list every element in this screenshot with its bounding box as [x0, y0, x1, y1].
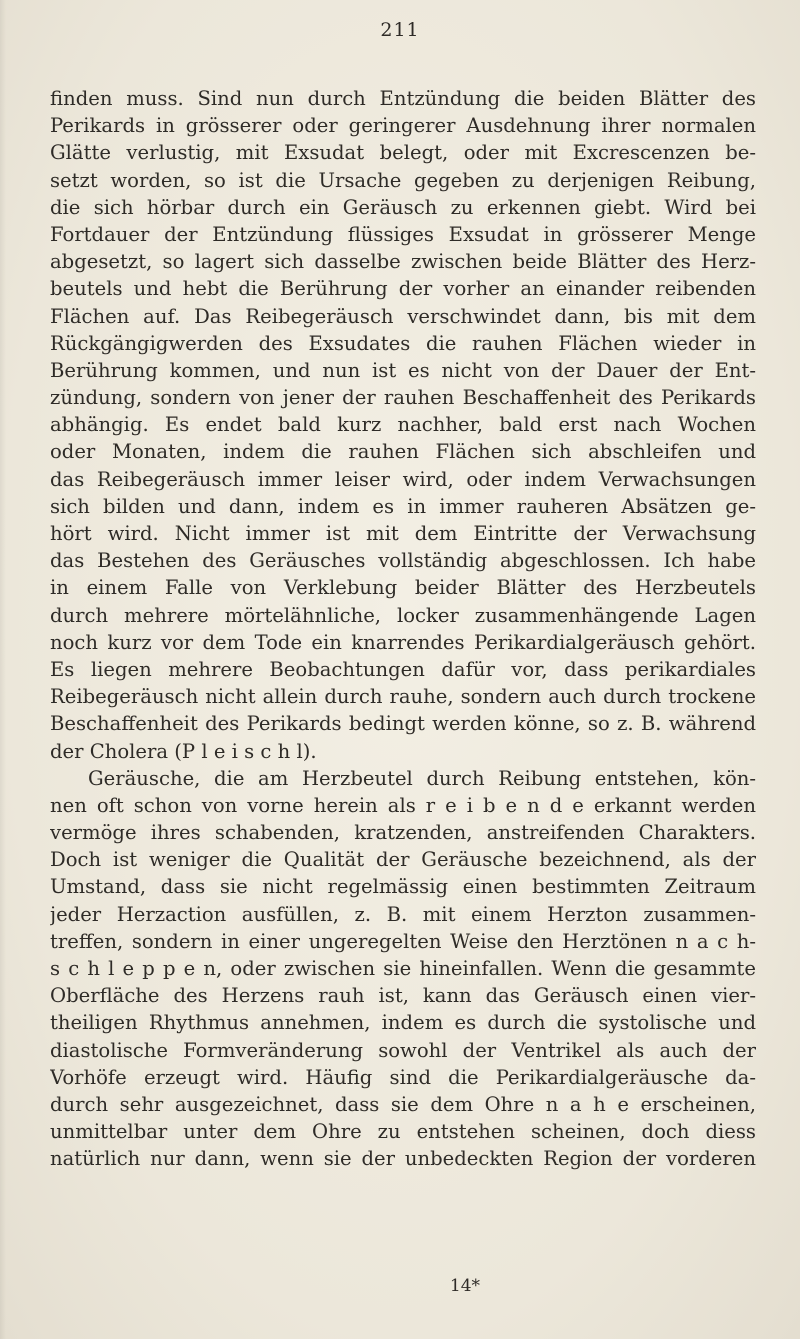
- text-line: Fortdauer der Entzündung flüssiges Exsudat in grösserer Menge: [50, 222, 756, 246]
- text-line: die sich hörbar durch ein Geräusch zu erkennen giebt. Wird bei: [50, 195, 756, 219]
- text-line: unmittelbar unter dem Ohre zu entstehen scheinen, doch diess: [50, 1120, 756, 1144]
- text-line: Umstand, dass sie nicht regelmässig einen bestimmten Zeitraum: [50, 875, 756, 899]
- text-line: noch kurz vor dem Tode ein knarrendes Perikardialgeräusch gehört.: [50, 630, 756, 654]
- text-line: sich bilden und dann, indem es in immer rauheren Absätzen ge-: [50, 494, 756, 518]
- text-line: der Cholera (P l e i s c h l).: [50, 739, 317, 763]
- text-line: finden muss. Sind nun durch Entzündung die beiden Blätter des: [50, 87, 756, 110]
- text-line: Beschaffenheit des Perikards bedingt werden könne, so z. B. während: [50, 712, 756, 736]
- text-line: Berührung kommen, und nun ist es nicht von der Dauer der Ent-: [50, 358, 756, 382]
- text-line: jeder Herzaction ausfüllen, z. B. mit einem Herzton zusammen-: [50, 902, 756, 926]
- text-line: diastolische Formveränderung sowohl der Ventrikel als auch der: [50, 1038, 756, 1062]
- text-line: Flächen auf. Das Reibegeräusch verschwindet dann, bis mit dem: [50, 304, 756, 328]
- text-line: nen oft schon von vorne herein als r e i b e n d e erkannt werden: [50, 793, 756, 817]
- text-line: das Reibegeräusch immer leiser wird, oder indem Verwachsungen: [50, 467, 756, 491]
- text-line: beutels und hebt die Berührung der vorher an einander reibenden: [50, 277, 756, 301]
- text-line: oder Monaten, indem die rauhen Flächen sich abschleifen und: [50, 440, 756, 464]
- text-line: Doch ist weniger die Qualität der Geräusche bezeichnend, als der: [50, 848, 756, 872]
- text-line: durch mehrere mörtelähnliche, locker zusammenhängende Lagen: [50, 603, 756, 627]
- text-line: das Bestehen des Geräusches vollständig abgeschlossen. Ich habe: [50, 549, 756, 573]
- text-line: abgesetzt, so lagert sich dasselbe zwischen beide Blätter des Herz-: [50, 250, 756, 274]
- text-line: s c h l e p p e n, oder zwischen sie hineinfallen. Wenn die gesammte: [50, 957, 756, 980]
- text-line: Geräusche, die am Herzbeutel durch Reibung entstehen, kön-: [88, 766, 756, 790]
- text-line: Reibegeräusch nicht allein durch rauhe, sondern auch durch trockene: [50, 685, 756, 709]
- text-line: Glätte verlustig, mit Exsudat belegt, oder mit Excrescenzen be-: [50, 141, 756, 165]
- page-number: 211: [380, 19, 420, 41]
- text-line: vermöge ihres schabenden, kratzenden, anstreifenden Charakters.: [50, 821, 756, 845]
- text-line: Perikards in grösserer oder geringerer Ausdehnung ihrer normalen: [50, 114, 756, 138]
- text-line: Rückgängigwerden des Exsudates die rauhen Flächen wieder in: [50, 331, 756, 355]
- page-edge-shadow: [0, 0, 6, 1339]
- text-line: in einem Falle von Verklebung beider Blätter des Herzbeutels: [50, 576, 756, 600]
- text-line: treffen, sondern in einer ungeregelten Weise den Herztönen n a c h-: [50, 929, 756, 953]
- body-text: [50, 85, 756, 1173]
- text-line: Oberfläche des Herzens rauh ist, kann das Geräusch einen vier-: [50, 984, 756, 1008]
- signature-mark: 14*: [449, 1276, 481, 1296]
- text-line: setzt worden, so ist die Ursache gegeben zu derjenigen Reibung,: [50, 168, 756, 192]
- text-line: natürlich nur dann, wenn sie der unbedeckten Region der vorderen: [50, 1147, 756, 1171]
- text-line: durch sehr ausgezeichnet, dass sie dem Ohre n a h e erscheinen,: [50, 1092, 756, 1116]
- text-line: Vorhöfe erzeugt wird. Häufig sind die Perikardialgeräusche da-: [50, 1065, 756, 1089]
- text-line: abhängig. Es endet bald kurz nachher, bald erst nach Wochen: [50, 413, 756, 437]
- text-line: Es liegen mehrere Beobachtungen dafür vor, dass perikardiales: [50, 657, 756, 681]
- text-line: zündung, sondern von jener der rauhen Beschaffenheit des Perikards: [50, 386, 756, 410]
- text-line: theiligen Rhythmus annehmen, indem es durch die systolische und: [50, 1011, 756, 1035]
- text-line: hört wird. Nicht immer ist mit dem Eintritte der Verwachsung: [50, 522, 756, 545]
